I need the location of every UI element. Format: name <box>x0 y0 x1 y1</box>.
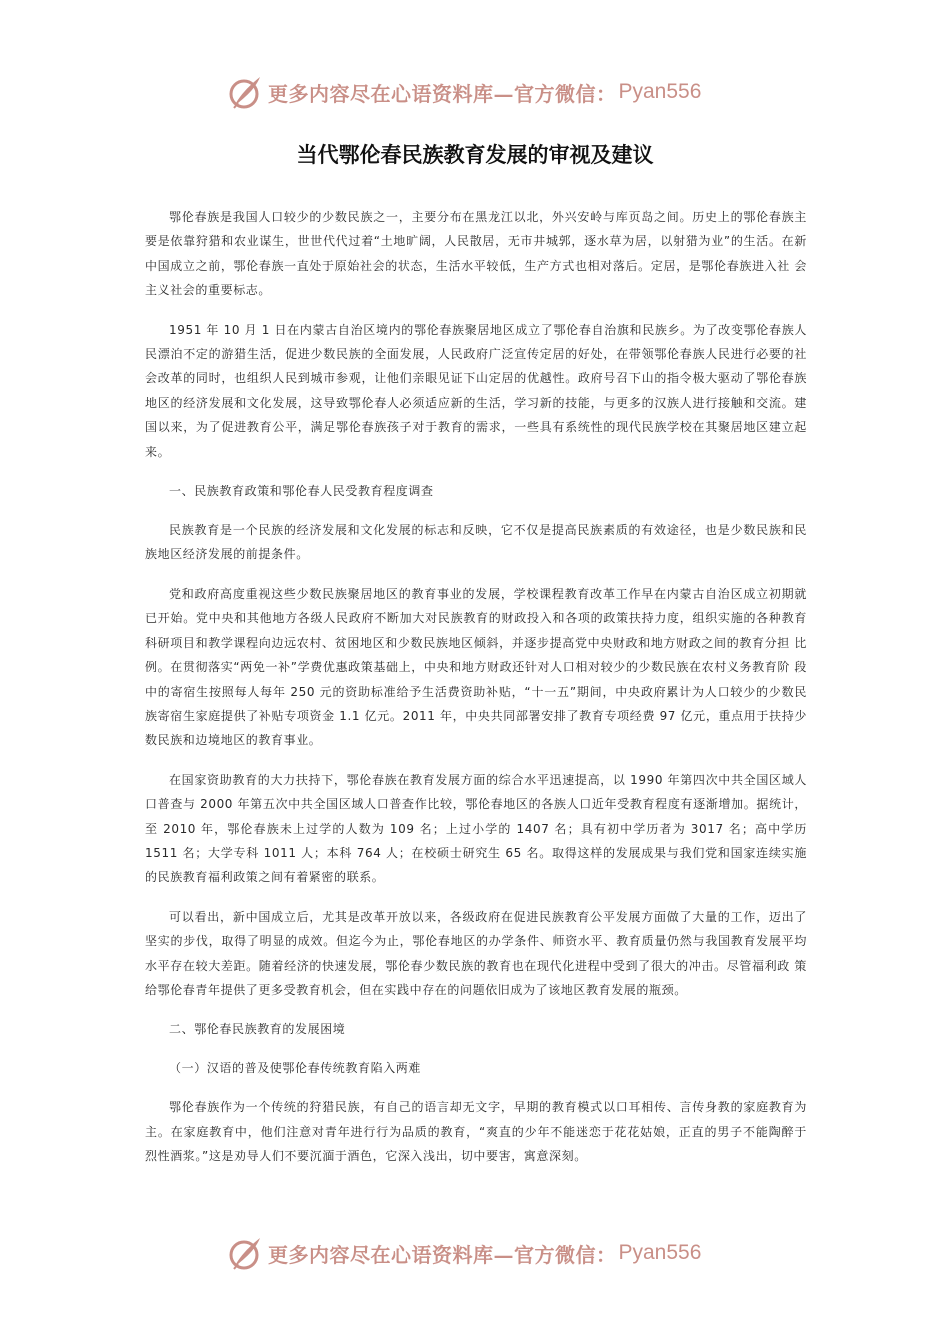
paragraph: 在国家资助教育的大力扶持下，鄂伦春族在教育发展方面的综合水平迅速提高，以 1990 年第四次中共全国区域人口普查与 2000 年第五次中共全国区域人口普查作比较，鄂伦春地区的各族人口近年受教育程度有逐渐增加。据统计，至 2010 年，鄂伦春族未上过学的人数为 109 名；上过小学的 1407 名；具有初中学历者为 3017 名；高中学历 1511 名；大学专科 1011 人；本科 764 人；在校硕士研究生 65 名。取得这样的发展成果与我们党和国家连续实施的民族教育福利政策之间有着紧密的联系。 <box>145 772 807 885</box>
header-banner <box>226 73 726 111</box>
paragraph: 1951 年 10 月 1 日在内蒙古自治区境内的鄂伦春族聚居地区成立了鄂伦春自治旗和民族乡。为了改变鄂伦春族人民漂泊不定的游猎生活，促进少数民族的全面发展，人民政府广泛宣传定居的好处，在带领鄂伦春族人民进行必要的社会改革的同时，也组织人民到城市参观，让他们亲眼见证下山定居的优越性。政府号召下山的指令极大驱动了鄂伦春族地区的经济发展和文化发展，这导致鄂伦春人必须适应新的生活，学习新的技能，与更多的汉族人进行接触和交流。建国以来，为了促进教育公平，满足鄂伦春族孩子对于教育的需求，一些具有系统性的现代民族学校在其聚居地区建立起来。 <box>145 322 807 459</box>
paragraph: 鄂伦春族作为一个传统的狩猎民族，有自己的语言却无文字，早期的教育模式以口耳相传、言传身教的家庭教育为主。在家庭教育中，他们注意对青年进行行为品质的教育，“爽直的少年不能迷恋于花花姑娘，正直的男子不能陶醉于烈性酒浆。”这是劝导人们不要沉湎于酒色，它深入浅出，切中要害，寓意深刻。 <box>145 1100 807 1164</box>
document-title: 当代鄂伦春民族教育发展的审视及建议 <box>296 143 654 167</box>
footer-banner <box>226 1234 726 1272</box>
banner-account: Pyan556 <box>618 80 702 103</box>
banner-account: Pyan556 <box>618 1241 702 1264</box>
subsection-heading: （一）汉语的普及使鄂伦春传统教育陷入两难 <box>169 1061 422 1076</box>
paragraph: 鄂伦春族是我国人口较少的少数民族之一，主要分布在黑龙江以北，外兴安岭与库页岛之间。历史上的鄂伦春族主要是依靠狩猎和农业谋生，世世代代过着“土地旷阔，人民散居，无市井城郭，逐水草为居，以射猎为业”的生活。在新中国成立之前，鄂伦春族一直处于原始社会的状态，生活水平较低，生产方式也相对落后。定居，是鄂伦春族进入社 会主义社会的重要标志。 <box>145 210 807 298</box>
banner-text: 更多内容尽在心语资料库—官方微信： <box>268 1242 617 1267</box>
banner-text: 更多内容尽在心语资料库—官方微信： <box>268 81 617 106</box>
section-heading: 二、鄂伦春民族教育的发展困境 <box>169 1022 346 1037</box>
quill-logo-icon <box>226 73 264 111</box>
paragraph: 可以看出，新中国成立后，尤其是改革开放以来，各级政府在促进民族教育公平发展方面做了大量的工作，迈出了坚实的步伐，取得了明显的成效。但迄今为止，鄂伦春地区的办学条件、师资水平、教育质量仍然与我国教育发展平均水平存在较大差距。随着经济的快速发展，鄂伦春少数民族的教育也在现代化进程中受到了很大的冲击。尽管福利政 策给鄂伦春青年提供了更多受教育机会，但在实践中存在的问题依旧成为了该地区教育发展的瓶颈。 <box>145 909 807 997</box>
quill-logo-icon <box>226 1234 264 1272</box>
paragraph: 党和政府高度重视这些少数民族聚居地区的教育事业的发展，学校课程教育改革工作早在内蒙古自治区成立初期就已开始。党中央和其他地方各级人民政府不断加大对民族教育的财政投入和各项的政策扶持力度，组织实施的各种教育科研项目和教学课程向边远农村、贫困地区和少数民族地区倾斜，并逐步提高党中央财政和地方财政之间的教育分担 比例。在贯彻落实“两免一补”学费优惠政策基础上，中央和地方财政还针对人口相对较少的少数民族在农村义务教育阶 段中的寄宿生按照每人每年 250 元的资助标准给予生活费资助补贴，“十一五”期间，中央政府累计为人口较少的少数民族寄宿生家庭提供了补贴专项资金 1.1 亿元。2011 年，中央共同部署安排了教育专项经费 97 亿元，重点用于扶持少数民族和边境地区的教育事业。 <box>145 586 807 748</box>
document-body <box>145 205 807 1184</box>
paragraph: 民族教育是一个民族的经济发展和文化发展的标志和反映，它不仅是提高民族素质的有效途径，也是少数民族和民族地区经济发展的前提条件。 <box>145 523 807 562</box>
section-heading: 一、民族教育政策和鄂伦春人民受教育程度调查 <box>169 484 434 499</box>
